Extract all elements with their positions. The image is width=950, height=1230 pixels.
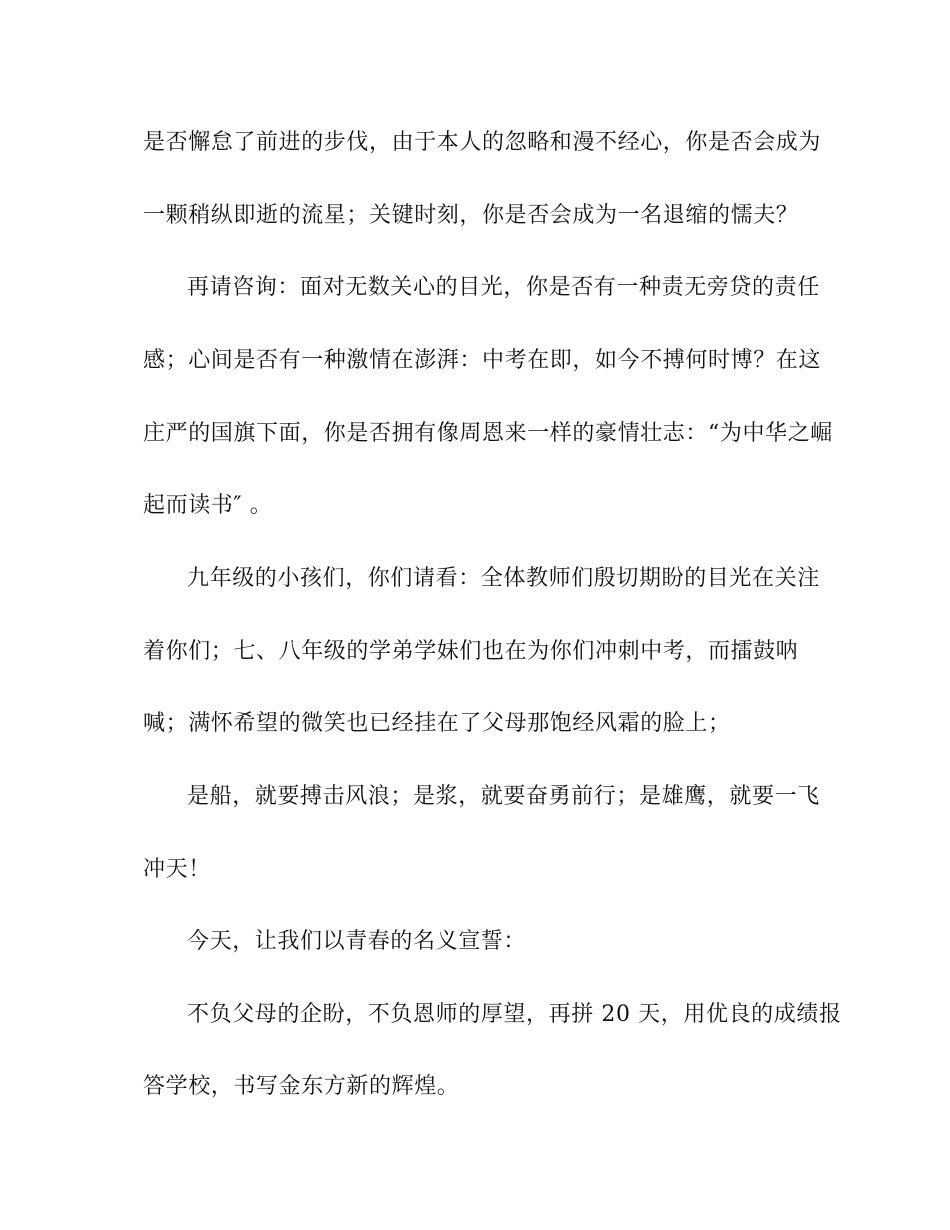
text-line-12: 今天，让我们以青春的名义宣誓： [187, 929, 527, 954]
text-line-4: 感；心间是否有一种激情在澎湃：中考在即，如今不搏何时博？在这 [143, 348, 822, 373]
text-line-9: 喊；满怀希望的微笑也已经挂在了父母那饱经风霜的脸上； [143, 711, 731, 736]
text-line-5: 庄严的国旗下面，你是否拥有像周恩来一样的豪情壮志：“为中华之崛 [143, 421, 833, 446]
text-line-6: 起而读书″ 。 [143, 493, 273, 518]
text-line-8: 着你们；七、八年级的学弟学妹们也在为你们冲刺中考，而擂鼓呐 [143, 639, 799, 664]
text-line-7: 九年级的小孩们，你们请看：全体教师们殷切期盼的目光在关注 [187, 566, 820, 591]
text-line-13: 不负父母的企盼，不负恩师的厚望，再拼 20 天，用优良的成绩报 [187, 1002, 842, 1027]
text-line-1: 是否懈怠了前进的步伐，由于本人的忽略和漫不经心，你是否会成为 [143, 130, 822, 155]
text-line-2: 一颗稍纵即逝的流星；关键时刻，你是否会成为一名退缩的懦夫？ [143, 203, 799, 228]
text-line-10: 是船，就要搏击风浪；是浆，就要奋勇前行；是雄鹰，就要一飞 [187, 784, 820, 809]
text-line-3: 再请咨询：面对无数关心的目光，你是否有一种责无旁贷的责任 [187, 275, 820, 300]
text-line-11: 冲天！ [143, 857, 211, 882]
text-line-14: 答学校，书写金东方新的辉煌。 [143, 1074, 460, 1099]
